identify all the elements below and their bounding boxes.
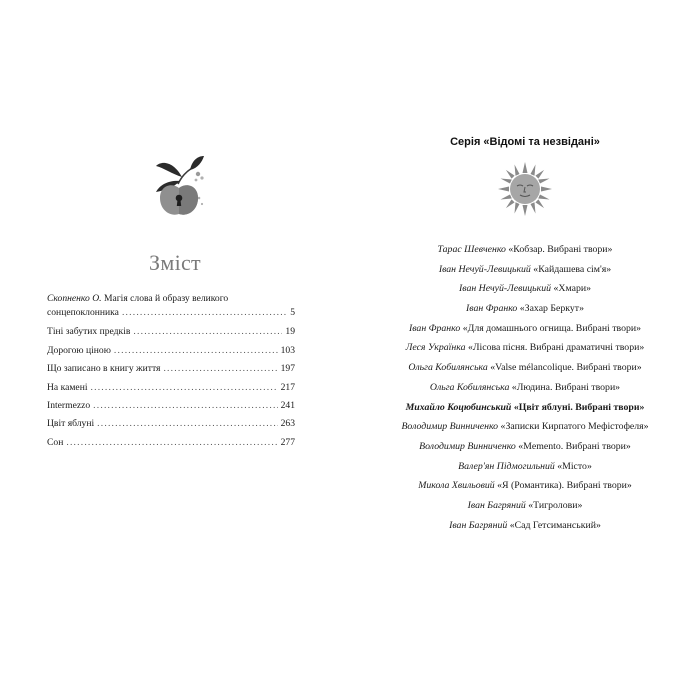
toc-entry-page: 197	[280, 363, 295, 375]
toc-entry-page: 277	[280, 436, 295, 448]
toc-leader-dots	[93, 397, 277, 415]
series-item-author: Михайло Коцюбинський	[405, 401, 512, 413]
series-item-title: «Записки Кирпатого Мефістофеля»	[500, 421, 649, 433]
series-item[interactable]	[350, 398, 700, 418]
series-item[interactable]	[350, 240, 700, 260]
toc-entry-author: Скопненко О.	[47, 293, 102, 304]
toc-leader-dots	[91, 379, 278, 397]
series-item[interactable]	[350, 496, 700, 516]
toc-leader-dots	[133, 323, 282, 341]
toc-leader-dots	[122, 305, 287, 321]
series-item[interactable]	[350, 358, 700, 378]
series-item-author: Іван Франко	[466, 303, 518, 315]
toc-leader-dots	[114, 342, 278, 360]
toc-entry[interactable]	[47, 342, 295, 360]
series-item-title: «Кайдашева сім'я»	[533, 263, 612, 275]
sun-face-icon	[496, 160, 554, 218]
series-item[interactable]	[350, 378, 700, 398]
toc-entry[interactable]	[47, 415, 295, 433]
toc-entry-title: Дорогою ціною	[47, 344, 111, 356]
series-item-author: Микола Хвильовий	[418, 480, 495, 492]
toc-entry[interactable]	[47, 379, 295, 397]
toc-entry[interactable]	[47, 323, 295, 341]
series-item[interactable]	[350, 417, 700, 437]
toc-entry-title: На камені	[47, 381, 88, 393]
series-item-title: «Захар Беркут»	[519, 303, 584, 315]
series-item-author: Леся Українка	[405, 342, 466, 354]
toc-entry[interactable]	[47, 360, 295, 378]
series-item[interactable]	[350, 437, 700, 457]
series-item-author: Володимир Винниченко	[401, 421, 499, 433]
toc-entry-page: 241	[280, 399, 295, 411]
series-item[interactable]	[350, 476, 700, 496]
toc-leader-dots	[66, 434, 277, 452]
series-item-title: «Сад Гетсиманський»	[509, 519, 601, 531]
series-item[interactable]	[350, 299, 700, 319]
series-item-title: «Цвіт яблуні. Вибрані твори»	[513, 401, 645, 413]
toc-entry[interactable]	[47, 292, 295, 321]
toc-entry-title: Цвіт яблуні	[47, 418, 95, 430]
series-item-title: «Хмари»	[553, 283, 591, 295]
toc-leader-dots	[163, 360, 277, 378]
series-item-author: Іван Багряний	[449, 519, 508, 531]
series-item[interactable]	[350, 279, 700, 299]
series-item[interactable]	[350, 260, 700, 280]
series-list	[350, 240, 700, 535]
toc-entry-page: 263	[280, 418, 295, 430]
apple-with-keyhole-icon	[152, 154, 214, 220]
series-item-author: Іван Багряний	[467, 499, 526, 511]
toc-entry-title: Intermezzo	[47, 399, 91, 411]
series-item-author: Іван Франко	[408, 322, 461, 334]
toc-entry-title-line1: Магія слова й образу великого	[103, 293, 229, 304]
series-item-author: Іван Нечуй-Левицький	[459, 283, 552, 295]
series-item-title: «Для домашнього огнища. Вибрані твори»	[462, 322, 642, 334]
series-item-title: «Кобзар. Вибрані твори»	[508, 244, 613, 255]
toc-entry-title: Що записано в книгу життя	[47, 363, 161, 375]
series-item-title: «Людина. Вибрані твори»	[511, 381, 621, 393]
series-item-title: «Я (Романтика). Вибрані твори»	[497, 480, 632, 492]
series-item-title: «Memento. Вибрані твори»	[518, 440, 631, 452]
toc-entry[interactable]	[47, 434, 295, 452]
series-item[interactable]	[350, 319, 700, 339]
series-item-title: «Тигролови»	[528, 499, 583, 511]
toc-entry[interactable]	[47, 397, 295, 415]
series-title: Серія «Відомі та незвідані»	[450, 136, 600, 148]
toc-entry-title: Тіні забутих предків	[47, 326, 131, 338]
series-item-title: «Місто»	[557, 460, 592, 472]
toc-entry-page: 19	[285, 326, 295, 338]
toc-entry-page: 103	[280, 344, 295, 356]
toc-entry-title: Сон	[47, 436, 64, 448]
series-item-author: Ольга Кобилянська	[429, 381, 510, 393]
series-item-author: Тарас Шевченко	[437, 244, 506, 255]
series-item-author: Валер'ян Підмогильний	[458, 460, 555, 472]
toc-title: Зміст	[149, 250, 201, 275]
toc-entry-title-line2: сонцепоклонника	[47, 307, 119, 318]
table-of-contents	[47, 292, 295, 452]
series-item[interactable]	[350, 516, 700, 536]
series-item-author: Іван Нечуй-Левицький	[438, 263, 531, 275]
toc-leader-dots	[97, 415, 277, 433]
series-item-title: «Valse mélancolique. Вибрані твори»	[490, 362, 642, 374]
series-item[interactable]	[350, 457, 700, 477]
series-item-author: Ольга Кобилянська	[408, 362, 488, 374]
series-item[interactable]	[350, 338, 700, 358]
series-item-title: «Лісова пісня. Вибрані драматичні твори»	[467, 342, 645, 354]
series-item-author: Володимир Винниченко	[419, 440, 516, 452]
toc-entry-page: 217	[280, 381, 295, 393]
right-page	[350, 0, 700, 700]
toc-entry-page: 5	[290, 307, 295, 318]
